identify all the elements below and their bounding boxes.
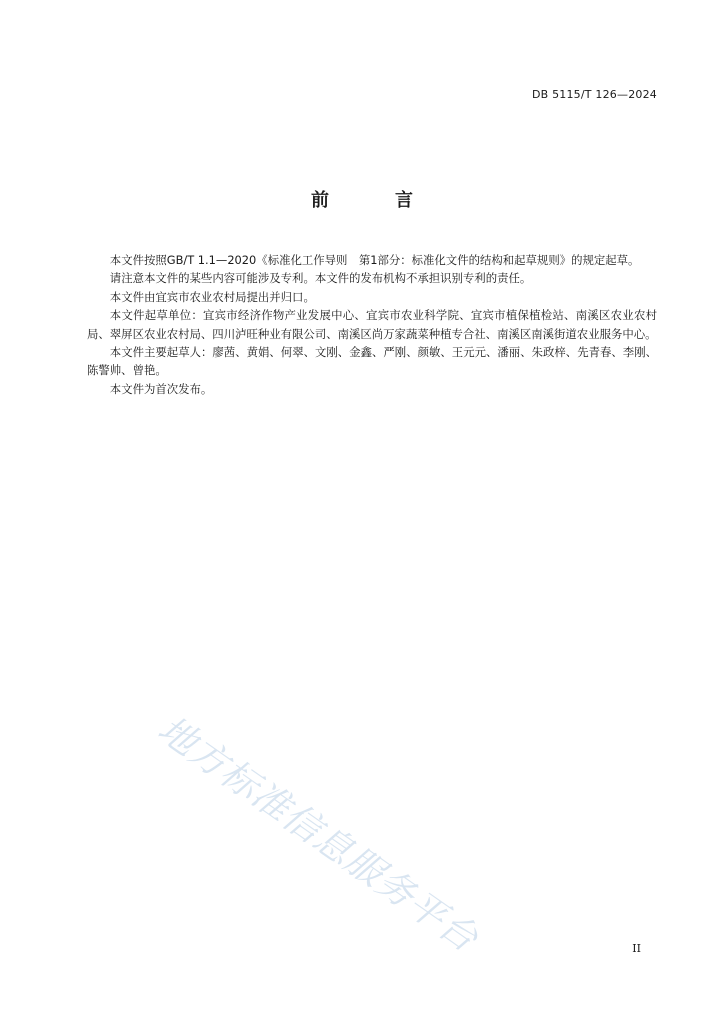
paragraph-proposer: 本文件由宜宾市农业农村局提出并归口。 [109, 289, 315, 304]
preface-body [87, 251, 657, 398]
page-number: II [632, 942, 641, 955]
watermark: 地方标准信息服务平台 [150, 707, 487, 961]
document-code: DB 5115/T 126—2024 [531, 88, 657, 101]
page-title: 前 言 [311, 190, 437, 211]
paragraph-drafting-rules: 本文件按照GB/T 1.1—2020《标准化工作导则 第1部分：标准化文件的结构和起草规则》的规定起草。 [109, 253, 640, 267]
paragraph-drafting-units: 本文件起草单位：宜宾市经济作物产业发展中心、宜宾市农业科学院、宜宾市植保植检站、南溪区农业农村局、翠屏区农业农村局、四川泸旺种业有限公司、南溪区尚万家蔬菜种植专合社、南溪区南溪街道农业服务中心。 [87, 308, 657, 341]
paragraph-first-release: 本文件为首次发布。 [109, 381, 213, 396]
paragraph-drafters: 本文件主要起草人：廖茜、黄娟、何翠、文刚、金鑫、严刚、颜敏、王元元、潘丽、朱政梓、先青春、李刚、陈警帅、曾艳。 [87, 345, 657, 378]
paragraph-patent-notice: 请注意本文件的某些内容可能涉及专利。本文件的发布机构不承担识别专利的责任。 [109, 271, 532, 286]
